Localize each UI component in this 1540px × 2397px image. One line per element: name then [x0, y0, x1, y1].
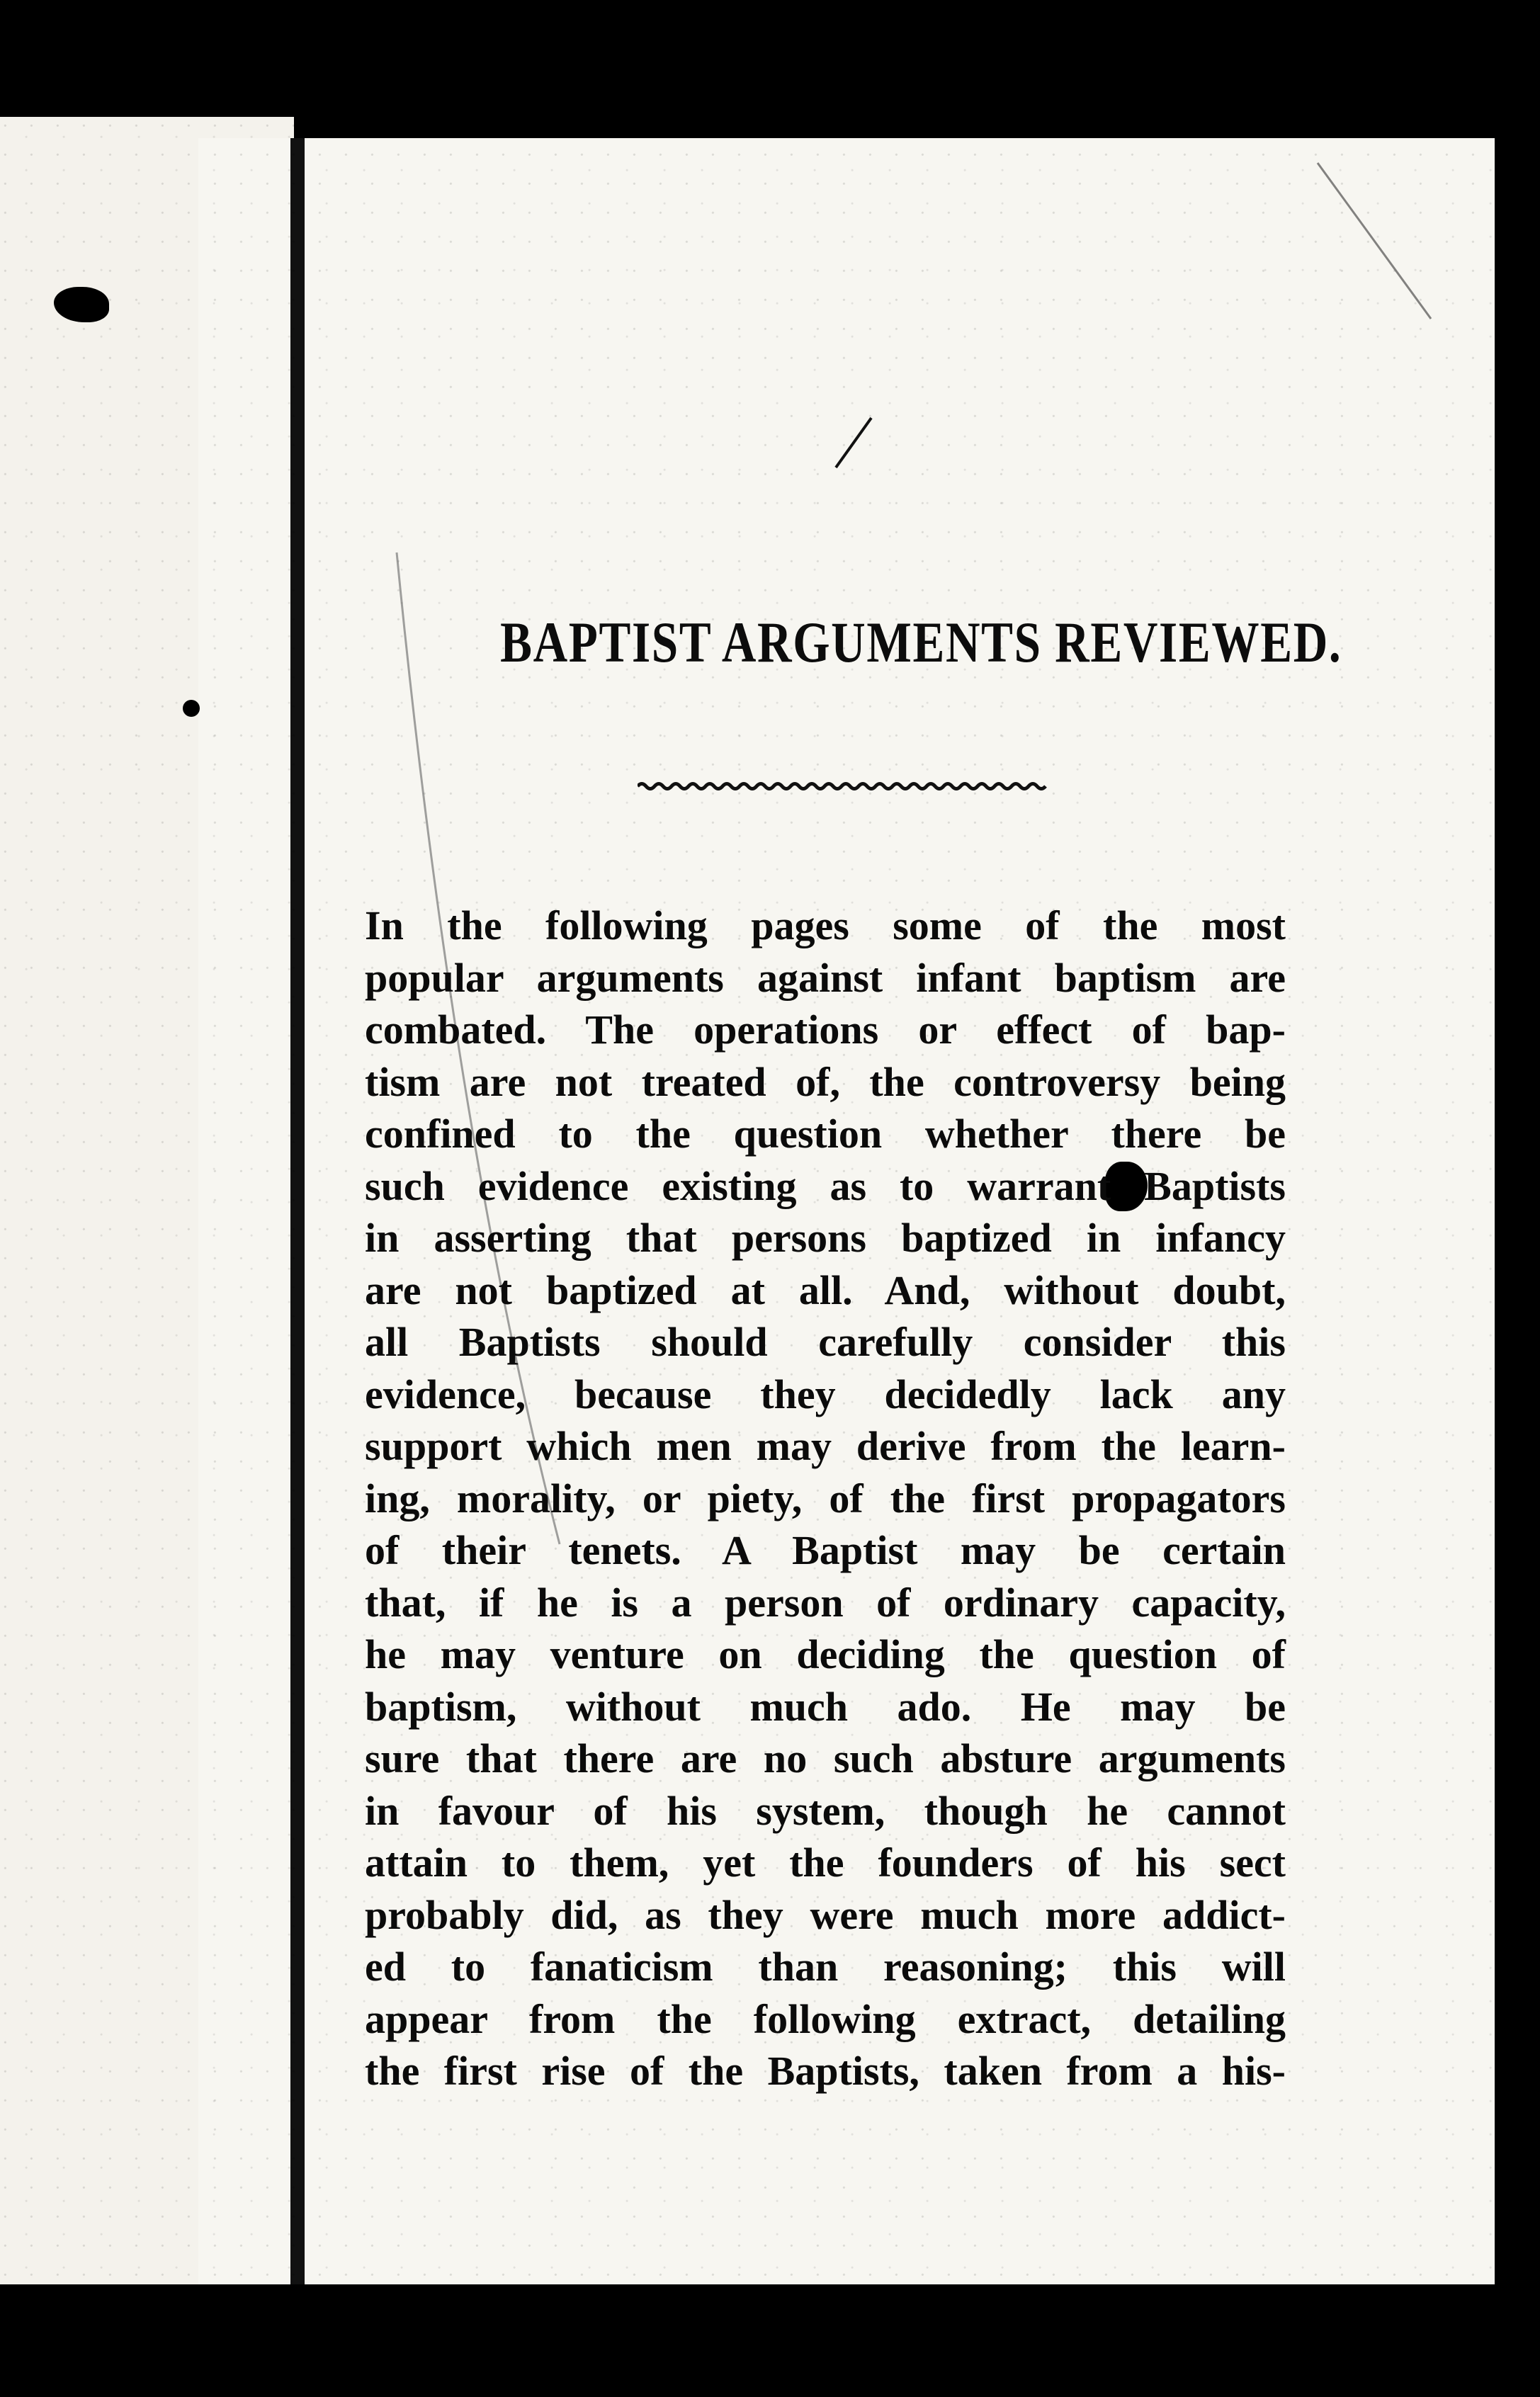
paragraph-line: baptism, without much ado. He may be — [365, 1683, 1286, 1730]
paragraph-line: sure that there are no such absture arguments — [365, 1735, 1286, 1781]
ink-dot — [183, 700, 200, 717]
paragraph-line: ed to fanaticism than reasoning; this will — [365, 1944, 1286, 1990]
paragraph-line: evidence, because they decidedly lack any — [365, 1371, 1286, 1417]
paragraph-line: in favour of his system, though he cannot — [365, 1787, 1286, 1834]
paragraph-line: probably did, as they were much more addict- — [365, 1891, 1286, 1938]
paragraph-line: tism are not treated of, the controversy being — [365, 1058, 1286, 1105]
decorative-wavy-rule — [638, 772, 1048, 800]
paragraph-line: appear from the following extract, detailing — [365, 1995, 1286, 2042]
paragraph-line: the first rise of the Baptists, taken from a his- — [365, 2048, 1286, 2094]
paragraph-line: in asserting that persons baptized in infancy — [365, 1215, 1286, 1261]
paragraph-line: support which men may derive from the learn- — [365, 1423, 1286, 1469]
paragraph-line: that, if he is a person of ordinary capacity, — [365, 1579, 1286, 1626]
paragraph-line: he may venture on deciding the question of — [365, 1631, 1286, 1677]
paragraph-line: In the following pages some of the most — [365, 902, 1286, 948]
paragraph-line: such evidence existing as to warrant Baptists — [365, 1162, 1286, 1209]
paragraph-line: attain to them, yet the founders of his sect — [365, 1840, 1286, 1886]
paragraph-line: of their tenets. A Baptist may be certain — [365, 1527, 1286, 1573]
page-gutter — [290, 138, 305, 2284]
body-paragraph — [365, 900, 1286, 2097]
page-title: BAPTIST ARGUMENTS REVIEWED. — [500, 610, 1342, 674]
paragraph-line: confined to the question whether there be — [365, 1111, 1286, 1157]
paragraph-line: combated. The operations or effect of bap- — [365, 1007, 1286, 1053]
paragraph-line: are not baptized at all. And, without doubt, — [365, 1266, 1286, 1313]
paragraph-line: all Baptists should carefully consider this — [365, 1319, 1286, 1365]
paragraph-line: ing, morality, or piety, of the first propagators — [365, 1475, 1286, 1522]
paragraph-line: popular arguments against infant baptism are — [365, 954, 1286, 1001]
